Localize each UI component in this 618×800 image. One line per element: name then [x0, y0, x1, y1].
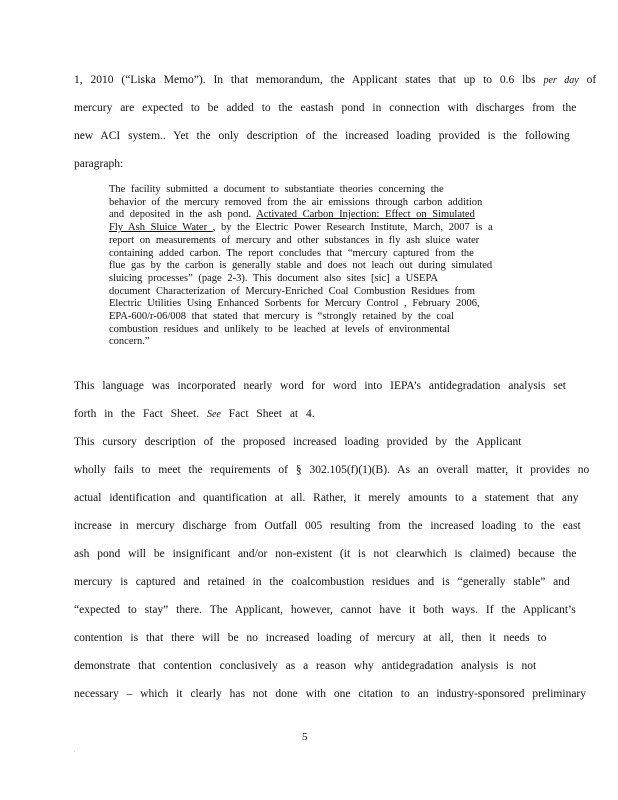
underlined-title: Activated Carbon Injection: Effect on Simulated: [256, 209, 475, 221]
quote-line: flue gas by the carbon is generally stable and does not leach out during simulated: [109, 260, 493, 272]
text-line: increase in mercury discharge from Outfall 005 resulting from the increased loading to the east: [74, 520, 581, 532]
text-line: “expected to stay” there. The Applicant, however, cannot have it both ways. If the Applicant’s: [74, 604, 576, 616]
footer-mark: .: [74, 748, 76, 754]
text-line: demonstrate that contention conclusively as a reason why antidegradation analysis is not: [74, 660, 537, 672]
quote-line: [109, 209, 511, 222]
quote-line: The facility submitted a document to substantiate theories concerning the: [109, 184, 444, 195]
paragraph-cursory-description: [74, 428, 590, 708]
text-line: actual identification and quantification at all. Rather, it merely amounts to a statement that any: [74, 492, 579, 504]
quote-line: behavior of the mercury removed from the air emissions through carbon addition: [109, 196, 483, 208]
text-run: Fact Sheet at 4.: [220, 408, 315, 420]
text-line: new ACI system.. Yet the only description of the increased loading provided is the following: [74, 130, 570, 142]
quote-line: EPA-600/r-06/008 that stated that mercury is “strongly retained by the coal: [109, 311, 454, 323]
quote-line: document Characterization of Mercury-Enriched Coal Combustion Residues from: [109, 285, 475, 297]
text-run: forth in the Fact Sheet.: [74, 408, 207, 420]
italic-signal-see: See: [206, 409, 221, 420]
quote-line: combustion residues and unlikely to be leached at levels of environmental: [109, 323, 450, 335]
quote-line: [109, 222, 511, 235]
text-line: mercury are expected to be added to the eastash pond in connection with discharges from the: [74, 102, 577, 114]
text-line: This cursory description of the proposed increased loading provided by the Applicant: [74, 436, 522, 448]
paragraph-liska-memo: [74, 66, 597, 178]
text-run: of: [578, 74, 597, 86]
text-line: [74, 66, 597, 94]
paragraph-language-incorporated: [74, 372, 566, 428]
quote-line: Electric Utilities Using Enhanced Sorbents for Mercury Control , February 2006,: [109, 298, 480, 310]
block-quote: [109, 184, 511, 349]
quote-line: containing added carbon. The report concludes that “mercury captured from the: [109, 247, 474, 259]
text-line: [74, 400, 554, 428]
underlined-title: Fly Ash Sluice Water: [109, 222, 213, 234]
page-number: 5: [302, 731, 308, 743]
text-line: ash pond will be insignificant and/or non-existent (it is not clearwhich is claimed) because the: [74, 548, 577, 560]
text-run: , by the Electric Power Research Institute, March, 2007 is a: [212, 222, 493, 234]
quote-line: concern.”: [109, 336, 150, 348]
quote-line: sluicing processes” (page 2-3). This document also sites [sic] a USEPA: [109, 272, 438, 284]
text-line: wholly fails to meet the requirements of § 302.105(f)(1)(B). As an overall matter, it provides no: [74, 464, 590, 476]
text-run: and deposited in the ash pond.: [109, 209, 257, 221]
text-line: mercury is captured and retained in the coalcombustion residues and is “generally stable” and: [74, 576, 570, 588]
text-line: This language was incorporated nearly word for word into IEPA’s antidegradation analysis set: [74, 380, 566, 392]
text-run: 1, 2010 (“Liska Memo”). In that memorandum, the Applicant states that up to 0.6 lbs: [74, 74, 544, 86]
text-line: contention is that there will be no increased loading of mercury at all, then it needs to: [74, 632, 547, 644]
italic-text: per day: [543, 75, 579, 86]
text-line: necessary – which it clearly has not done with one citation to an industry-sponsored preliminary: [74, 688, 586, 700]
quote-line: report on measurements of mercury and other substances in fly ash sluice water: [109, 234, 480, 246]
text-line: paragraph:: [74, 158, 124, 170]
